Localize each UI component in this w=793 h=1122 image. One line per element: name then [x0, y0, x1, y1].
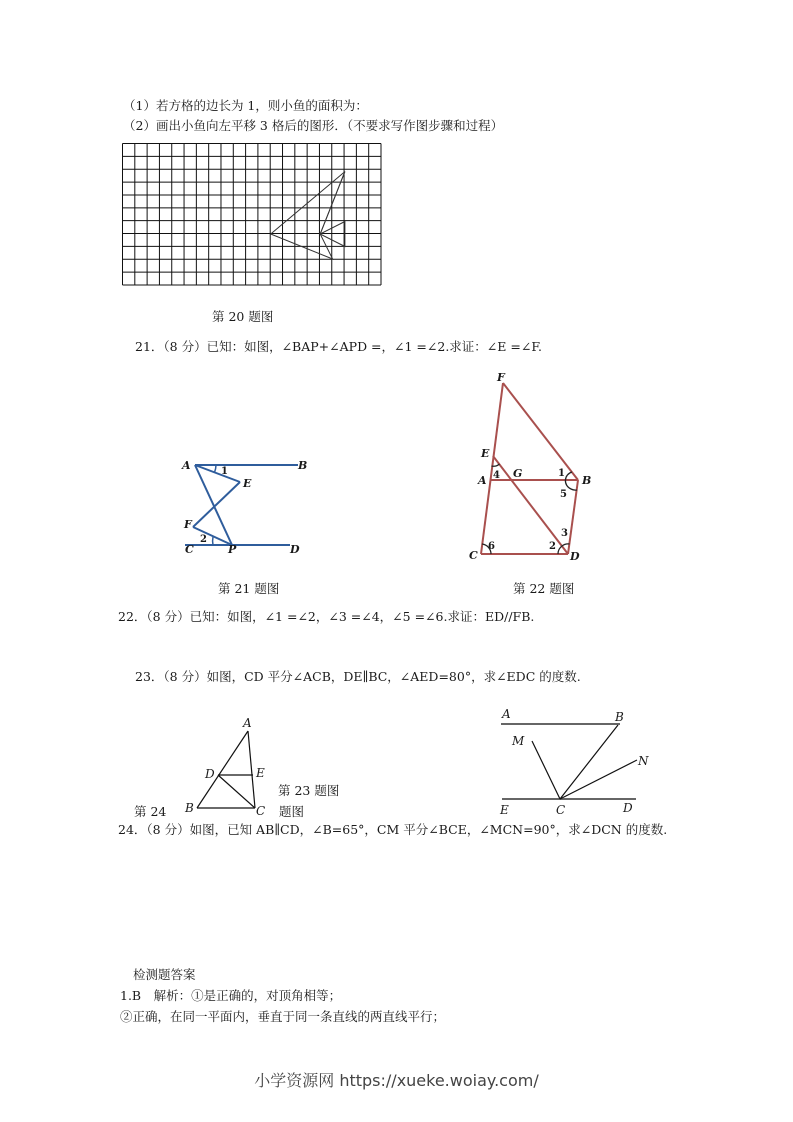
figure-23-caption: 第 23 题图: [278, 783, 340, 798]
fig22-angle-4: 4: [493, 470, 500, 481]
fig22-label-B: B: [582, 474, 592, 487]
fig21-label-P: P: [228, 543, 237, 556]
fig22-label-F: F: [497, 371, 505, 384]
fig24-label-N: N: [638, 754, 649, 768]
fig23-label-C: C: [256, 804, 266, 818]
problem23-text: 23．（8 分）如图，CD 平分∠ACB，DE∥BC，∠AED=80°，求∠EDC 的度数.: [135, 669, 581, 684]
answer-1-line2: ②正确，在同一平面内，垂直于同一条直线的两直线平行；: [120, 1009, 446, 1024]
fig24-label-M: M: [512, 734, 525, 748]
fig22-angle-6: 6: [488, 541, 495, 552]
problem21-text: 21．（8 分）已知：如图，∠BAP+∠APD =，∠1 =∠2.求证：∠E =∠F.: [135, 339, 543, 354]
fig21-angle-2: 2: [200, 534, 207, 545]
fig22-label-C: C: [469, 549, 478, 562]
fig22-angle-1: 1: [558, 468, 565, 479]
fig23-label-B: B: [185, 801, 194, 815]
figure-22-caption: 第 22 题图: [513, 581, 575, 596]
fig24-label-E: E: [500, 803, 509, 817]
fig24-label-B: B: [615, 710, 624, 724]
fig24-label-C: C: [556, 803, 566, 817]
fig24-label-D: D: [623, 801, 633, 815]
figure-20-caption: 第 20 题图: [212, 309, 274, 324]
fig21-label-C: C: [185, 543, 194, 556]
fig21-angle-1: 1: [221, 466, 228, 477]
fig22-angle-5: 5: [560, 489, 567, 500]
fig24-label-A: A: [502, 707, 511, 721]
fig21-label-F: F: [184, 518, 192, 531]
problem20-part1: （1）若方格的边长为 1，则小鱼的面积为：: [123, 98, 368, 113]
answers-title: 检测题答案: [133, 967, 196, 982]
fig21-label-B: B: [298, 459, 308, 472]
fig22-label-A: A: [478, 474, 487, 487]
figure-24-caption-part2: 题图: [279, 804, 305, 819]
fig23-label-E: E: [256, 766, 265, 780]
problem24-text: 24．（8 分）如图，已知 AB∥CD，∠B=65°，CM 平分∠BCE，∠MCN=90°，求∠DCN 的度数.: [118, 822, 668, 837]
fig21-label-E: E: [243, 477, 252, 490]
answer-1-line1: 1.B 解析：①是正确的，对顶角相等；: [120, 988, 342, 1003]
fig21-label-A: A: [182, 459, 191, 472]
fig22-label-G: G: [513, 467, 523, 480]
figure-21-caption: 第 21 题图: [218, 581, 280, 596]
fig23-label-D: D: [205, 767, 215, 781]
fig23-label-A: A: [243, 716, 252, 730]
fig22-angle-3: 3: [561, 528, 568, 539]
fig22-angle-2: 2: [549, 541, 556, 552]
problem20-part2: （2）画出小鱼向左平移 3 格后的图形．（不要求写作图步骤和过程）: [123, 118, 504, 133]
fig21-label-D: D: [290, 543, 300, 556]
problem22-text: 22．（8 分）已知：如图，∠1 =∠2，∠3 =∠4，∠5 =∠6.求证：ED//FB.: [118, 609, 535, 624]
footer-watermark: 小学资源网 https://xueke.woiay.com/: [254, 1071, 539, 1090]
figure-24-caption-part1: 第 24: [134, 804, 167, 819]
fig22-label-D: D: [570, 550, 580, 563]
fig22-label-E: E: [481, 447, 490, 460]
